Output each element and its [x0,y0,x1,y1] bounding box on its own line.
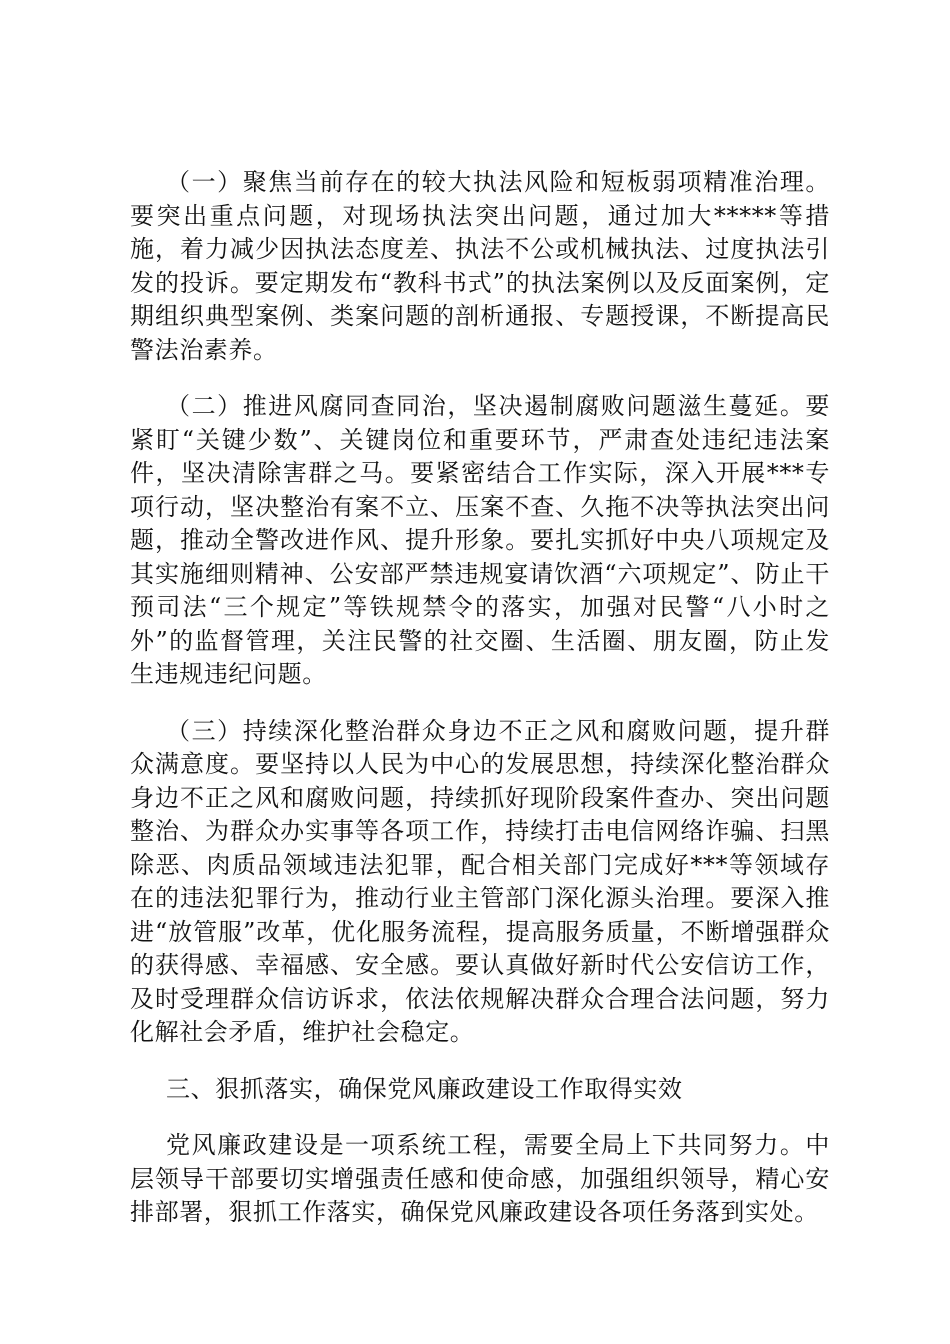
paragraph-anti-corruption: （二）推进风腐同查同治，坚决遏制腐败问题滋生蔓延。要紧盯“关键少数”、关键岗位和重要环节，严肃查处违纪违法案件，坚决清除害群之马。要紧密结合工作实际，深入开展***专项行动，坚决整治有案不立、压案不查、久拖不决等执法突出问题，推动全警改进作风、提升形象。要扎实抓好中央八项规定及其实施细则精神、公安部严禁违规宴请饮酒“六项规定”、防止干预司法“三个规定”等铁规禁令的落实，加强对民警“八小时之外”的监督管理，关注民警的社交圈、生活圈、朋友圈，防止发生违规违纪问题。 [130,392,830,688]
paragraph-public-satisfaction: （三）持续深化整治群众身边不正之风和腐败问题，提升群众满意度。要坚持以人民为中心的发展思想，持续深化整治群众身边不正之风和腐败问题，持续抓好现阶段案件查办、突出问题整治、为群众办实事等各项工作，持续打击电信网络诈骗、扫黑除恶、肉质品领域违法犯罪，配合相关部门完成好***等领域存在的违法犯罪行为，推动行业主管部门深化源头治理。要深入推进“放管服”改革，优化服务流程，提高服务质量，不断增强群众的获得感、幸福感、安全感。要认真做好新时代公安信访工作，及时受理群众信访诉求，依法依规解决群众合理合法问题，努力化解社会矛盾，维护社会稳定。 [130,716,830,1046]
paragraph-enforcement-risk: （一）聚焦当前存在的较大执法风险和短板弱项精准治理。要突出重点问题，对现场执法突出问题，通过加大*****等措施，着力减少因执法态度差、执法不公或机械执法、过度执法引发的投诉。要定期发布“教科书式”的执法案例以及反面案例，定期组织典型案例、类案问题的剖析通报、专题授课，不断提高民警法治素养。 [130,168,830,364]
closing-paragraph: 党风廉政建设是一项系统工程，需要全局上下共同努力。中层领导干部要切实增强责任感和使命感，加强组织领导，精心安排部署，狠抓工作落实，确保党风廉政建设各项任务落到实处。 [130,1131,830,1226]
section-heading: 三、狠抓落实，确保党风廉政建设工作取得实效 [166,1074,683,1103]
document-page [130,166,830,1253]
